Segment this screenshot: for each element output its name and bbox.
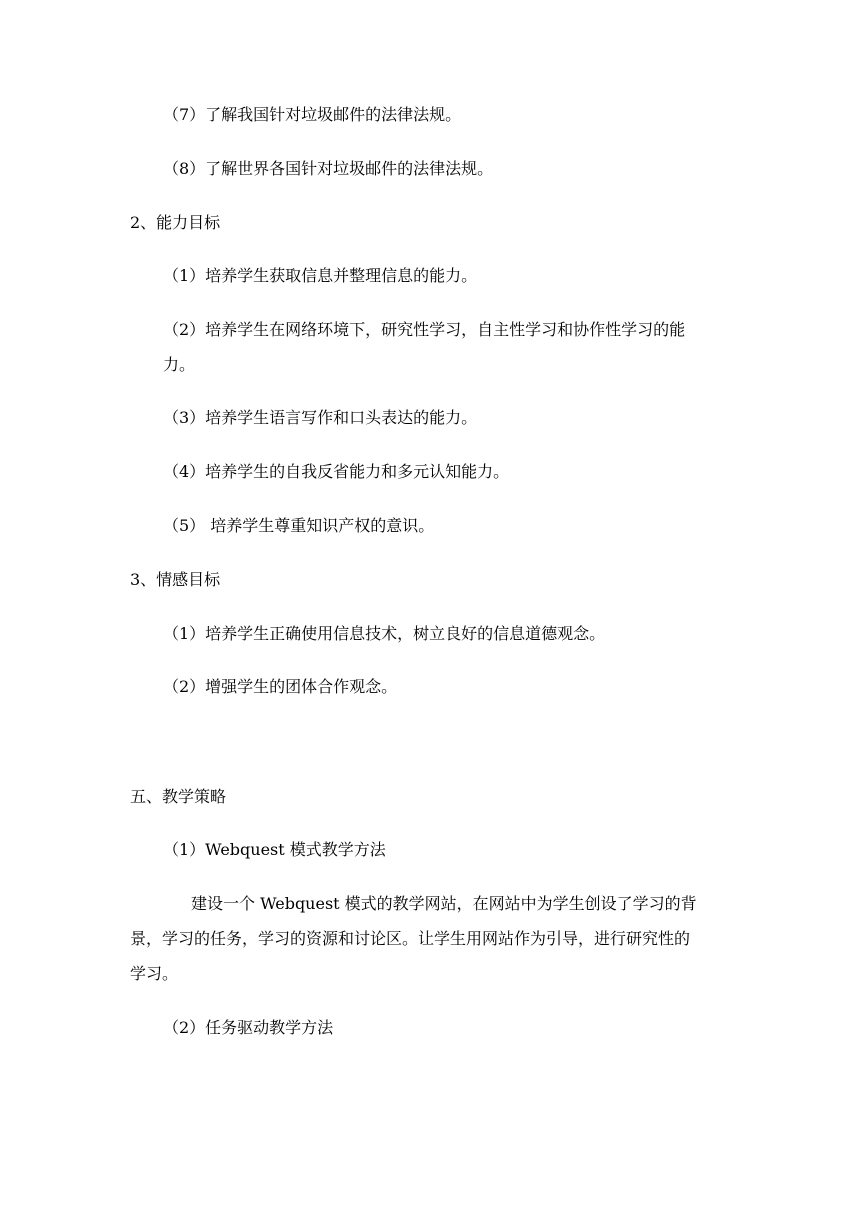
ability-item-2-line-1: （2）培养学生在网络环境下，研究性学习，自主性学习和协作性学习的能: [163, 320, 686, 339]
strategy-heading: 五、教学策略: [130, 787, 227, 806]
knowledge-item-8: （8）了解世界各国针对垃圾邮件的法律法规。: [163, 159, 494, 178]
ability-item-4: （4）培养学生的自我反省能力和多元认知能力。: [163, 462, 510, 481]
strategy-item-1: （1）Webquest 模式教学方法: [163, 840, 386, 859]
strategy-paragraph-line-2: 景，学习的任务，学习的资源和讨论区。让学生用网站作为引导，进行研究性的: [130, 929, 691, 948]
ability-item-2-line-2: 力。: [163, 355, 196, 374]
strategy-item-2: （2）任务驱动教学方法: [163, 1018, 334, 1037]
emotion-item-1: （1）培养学生正确使用信息技术，树立良好的信息道德观念。: [163, 624, 606, 643]
strategy-paragraph-line-1: 建设一个 Webquest 模式的教学网站，在网站中为学生创设了学习的背: [191, 894, 697, 913]
emotion-item-2: （2）增强学生的团体合作观念。: [163, 677, 398, 696]
ability-heading: 2、能力目标: [130, 213, 221, 232]
ability-item-3: （3）培养学生语言写作和口头表达的能力。: [163, 408, 478, 427]
strategy-paragraph-line-3: 学习。: [130, 964, 179, 983]
ability-item-1: （1）培养学生获取信息并整理信息的能力。: [163, 266, 478, 285]
knowledge-item-7: （7）了解我国针对垃圾邮件的法律法规。: [163, 105, 462, 124]
emotion-heading: 3、情感目标: [130, 570, 221, 589]
ability-item-5: （5） 培养学生尊重知识产权的意识。: [163, 516, 435, 535]
